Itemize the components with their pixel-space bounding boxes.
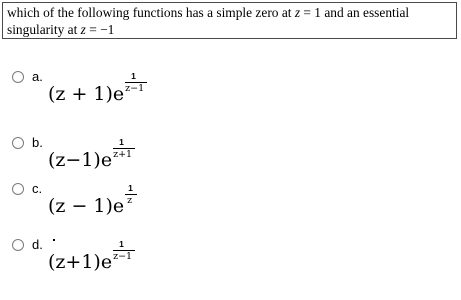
option-b-expression: [48, 137, 135, 175]
question-text: [2, 2, 457, 39]
option-c-label: c.: [32, 181, 43, 196]
question-line-1-variable: z: [294, 5, 301, 20]
option-d-radio[interactable]: [12, 239, 24, 251]
question-line-1: [7, 4, 452, 21]
option-a-exponent-numerator: 1: [131, 71, 136, 81]
question-line-1-prefix: which of the following functions has a simple zero at: [7, 5, 295, 20]
option-a-base: (z + 1)e: [48, 83, 125, 105]
question-line-2-variable: z: [80, 22, 86, 37]
option-a[interactable]: [12, 71, 312, 115]
option-b-label: b.: [32, 135, 43, 150]
question-line-2-suffix: = −1: [85, 22, 115, 37]
option-a-exponent-denominator: z−1: [125, 83, 145, 94]
option-a-expression: [48, 71, 147, 109]
option-b-base: (z−1)e: [48, 149, 113, 171]
option-d-exponent-denominator: z−1: [113, 251, 133, 262]
question-line-2-prefix: singularity at: [7, 22, 81, 37]
option-d-exponent: [113, 239, 135, 277]
question-line-2: [7, 21, 452, 38]
option-d-exponent-numerator: 1: [119, 239, 124, 249]
option-c-base: (z − 1)e: [48, 195, 125, 217]
option-c-radio[interactable]: [12, 183, 24, 195]
option-c-exponent-numerator: 1: [128, 183, 133, 193]
option-b-exponent: [113, 137, 135, 175]
option-d[interactable]: [12, 239, 312, 283]
option-a-radio[interactable]: [12, 71, 24, 83]
question-line-1-suffix: = 1 and an essential: [300, 5, 410, 20]
option-c-expression: [48, 183, 139, 221]
option-a-label: a.: [32, 69, 43, 84]
option-c[interactable]: [12, 183, 312, 227]
option-d-label: d.: [32, 237, 43, 252]
option-c-exponent: [125, 183, 139, 221]
option-a-exponent: [125, 71, 147, 109]
option-c-exponent-denominator: z: [127, 195, 133, 206]
option-b[interactable]: [12, 137, 312, 181]
option-b-exponent-numerator: 1: [119, 137, 124, 147]
option-d-expression: [48, 239, 135, 277]
option-b-radio[interactable]: [12, 137, 24, 149]
option-b-exponent-denominator: z+1: [113, 149, 133, 160]
option-d-stray-mark: [53, 239, 55, 241]
option-d-base: (z+1)e: [48, 251, 113, 273]
